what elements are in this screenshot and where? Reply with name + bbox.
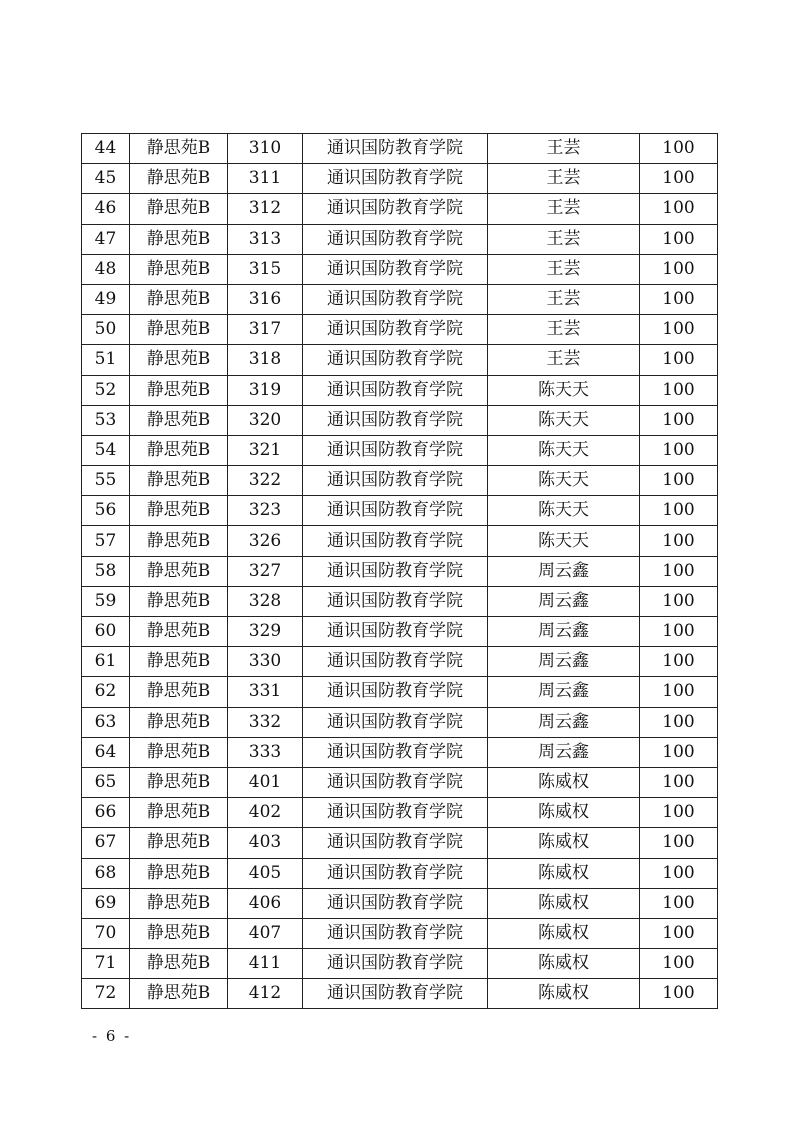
row-index-cell: 67 [82, 828, 130, 858]
page-number: - 6 - [92, 1027, 132, 1045]
college-cell: 通识国防教育学院 [303, 979, 488, 1009]
college-cell: 通识国防教育学院 [303, 496, 488, 526]
room-number-cell: 403 [228, 828, 303, 858]
table-row [82, 888, 718, 918]
building-cell: 静思苑B [130, 767, 228, 797]
score-cell: 100 [640, 858, 718, 888]
table-row [82, 798, 718, 828]
counselor-cell: 陈威权 [488, 858, 640, 888]
table-row [82, 345, 718, 375]
table-row [82, 556, 718, 586]
room-number-cell: 315 [228, 254, 303, 284]
table-row [82, 918, 718, 948]
building-cell: 静思苑B [130, 617, 228, 647]
room-number-cell: 321 [228, 435, 303, 465]
table-row [82, 254, 718, 284]
counselor-cell: 王芸 [488, 315, 640, 345]
table-row [82, 767, 718, 797]
room-number-cell: 407 [228, 918, 303, 948]
counselor-cell: 周云鑫 [488, 556, 640, 586]
row-index-cell: 56 [82, 496, 130, 526]
college-cell: 通识国防教育学院 [303, 164, 488, 194]
counselor-cell: 陈威权 [488, 767, 640, 797]
table-row [82, 707, 718, 737]
row-index-cell: 58 [82, 556, 130, 586]
score-cell: 100 [640, 677, 718, 707]
score-cell: 100 [640, 284, 718, 314]
score-cell: 100 [640, 767, 718, 797]
building-cell: 静思苑B [130, 435, 228, 465]
row-index-cell: 49 [82, 284, 130, 314]
row-index-cell: 59 [82, 586, 130, 616]
college-cell: 通识国防教育学院 [303, 315, 488, 345]
counselor-cell: 陈天天 [488, 375, 640, 405]
row-index-cell: 57 [82, 526, 130, 556]
counselor-cell: 陈威权 [488, 949, 640, 979]
table-row [82, 737, 718, 767]
score-cell: 100 [640, 647, 718, 677]
score-cell: 100 [640, 466, 718, 496]
table-row [82, 647, 718, 677]
college-cell: 通识国防教育学院 [303, 767, 488, 797]
counselor-cell: 陈天天 [488, 466, 640, 496]
college-cell: 通识国防教育学院 [303, 677, 488, 707]
table-row [82, 586, 718, 616]
counselor-cell: 王芸 [488, 345, 640, 375]
building-cell: 静思苑B [130, 345, 228, 375]
score-cell: 100 [640, 586, 718, 616]
counselor-cell: 周云鑫 [488, 586, 640, 616]
table-row [82, 435, 718, 465]
building-cell: 静思苑B [130, 677, 228, 707]
counselor-cell: 周云鑫 [488, 677, 640, 707]
college-cell: 通识国防教育学院 [303, 918, 488, 948]
score-cell: 100 [640, 918, 718, 948]
college-cell: 通识国防教育学院 [303, 888, 488, 918]
counselor-cell: 周云鑫 [488, 647, 640, 677]
row-index-cell: 47 [82, 224, 130, 254]
row-index-cell: 72 [82, 979, 130, 1009]
table-row [82, 496, 718, 526]
table-row [82, 164, 718, 194]
building-cell: 静思苑B [130, 979, 228, 1009]
row-index-cell: 61 [82, 647, 130, 677]
counselor-cell: 王芸 [488, 284, 640, 314]
room-number-cell: 401 [228, 767, 303, 797]
row-index-cell: 53 [82, 405, 130, 435]
building-cell: 静思苑B [130, 254, 228, 284]
counselor-cell: 陈威权 [488, 828, 640, 858]
room-number-cell: 331 [228, 677, 303, 707]
table-row [82, 315, 718, 345]
counselor-cell: 王芸 [488, 164, 640, 194]
score-cell: 100 [640, 164, 718, 194]
college-cell: 通识国防教育学院 [303, 375, 488, 405]
table-row [82, 979, 718, 1009]
building-cell: 静思苑B [130, 134, 228, 164]
room-number-cell: 313 [228, 224, 303, 254]
row-index-cell: 63 [82, 707, 130, 737]
room-number-cell: 323 [228, 496, 303, 526]
row-index-cell: 51 [82, 345, 130, 375]
college-cell: 通识国防教育学院 [303, 737, 488, 767]
score-cell: 100 [640, 888, 718, 918]
row-index-cell: 55 [82, 466, 130, 496]
college-cell: 通识国防教育学院 [303, 828, 488, 858]
counselor-cell: 王芸 [488, 254, 640, 284]
row-index-cell: 66 [82, 798, 130, 828]
room-number-cell: 330 [228, 647, 303, 677]
counselor-cell: 陈威权 [488, 888, 640, 918]
row-index-cell: 71 [82, 949, 130, 979]
college-cell: 通识国防教育学院 [303, 284, 488, 314]
table-row [82, 617, 718, 647]
college-cell: 通识国防教育学院 [303, 707, 488, 737]
room-number-cell: 319 [228, 375, 303, 405]
counselor-cell: 王芸 [488, 194, 640, 224]
counselor-cell: 周云鑫 [488, 737, 640, 767]
college-cell: 通识国防教育学院 [303, 405, 488, 435]
room-number-cell: 310 [228, 134, 303, 164]
score-cell: 100 [640, 798, 718, 828]
score-cell: 100 [640, 435, 718, 465]
building-cell: 静思苑B [130, 798, 228, 828]
score-cell: 100 [640, 949, 718, 979]
room-number-cell: 402 [228, 798, 303, 828]
row-index-cell: 52 [82, 375, 130, 405]
row-index-cell: 65 [82, 767, 130, 797]
building-cell: 静思苑B [130, 888, 228, 918]
building-cell: 静思苑B [130, 164, 228, 194]
room-number-cell: 317 [228, 315, 303, 345]
table-row [82, 949, 718, 979]
building-cell: 静思苑B [130, 375, 228, 405]
room-number-cell: 311 [228, 164, 303, 194]
score-cell: 100 [640, 315, 718, 345]
building-cell: 静思苑B [130, 556, 228, 586]
building-cell: 静思苑B [130, 405, 228, 435]
row-index-cell: 70 [82, 918, 130, 948]
building-cell: 静思苑B [130, 828, 228, 858]
row-index-cell: 60 [82, 617, 130, 647]
building-cell: 静思苑B [130, 918, 228, 948]
building-cell: 静思苑B [130, 466, 228, 496]
room-number-cell: 329 [228, 617, 303, 647]
building-cell: 静思苑B [130, 858, 228, 888]
room-number-cell: 322 [228, 466, 303, 496]
building-cell: 静思苑B [130, 586, 228, 616]
college-cell: 通识国防教育学院 [303, 345, 488, 375]
counselor-cell: 周云鑫 [488, 617, 640, 647]
row-index-cell: 50 [82, 315, 130, 345]
row-index-cell: 46 [82, 194, 130, 224]
college-cell: 通识国防教育学院 [303, 194, 488, 224]
room-number-cell: 405 [228, 858, 303, 888]
room-number-cell: 326 [228, 526, 303, 556]
college-cell: 通识国防教育学院 [303, 466, 488, 496]
table-row [82, 858, 718, 888]
building-cell: 静思苑B [130, 647, 228, 677]
table-row [82, 526, 718, 556]
score-cell: 100 [640, 737, 718, 767]
college-cell: 通识国防教育学院 [303, 586, 488, 616]
score-cell: 100 [640, 526, 718, 556]
score-cell: 100 [640, 375, 718, 405]
row-index-cell: 45 [82, 164, 130, 194]
table-row [82, 224, 718, 254]
college-cell: 通识国防教育学院 [303, 647, 488, 677]
table-row [82, 828, 718, 858]
counselor-cell: 陈威权 [488, 918, 640, 948]
row-index-cell: 62 [82, 677, 130, 707]
room-number-cell: 332 [228, 707, 303, 737]
room-number-cell: 318 [228, 345, 303, 375]
score-cell: 100 [640, 979, 718, 1009]
table-row [82, 194, 718, 224]
college-cell: 通识国防教育学院 [303, 435, 488, 465]
score-cell: 100 [640, 556, 718, 586]
room-number-cell: 333 [228, 737, 303, 767]
counselor-cell: 周云鑫 [488, 707, 640, 737]
table-row [82, 284, 718, 314]
college-cell: 通识国防教育学院 [303, 254, 488, 284]
score-cell: 100 [640, 224, 718, 254]
table-row [82, 405, 718, 435]
building-cell: 静思苑B [130, 315, 228, 345]
counselor-cell: 王芸 [488, 224, 640, 254]
score-cell: 100 [640, 405, 718, 435]
college-cell: 通识国防教育学院 [303, 798, 488, 828]
row-index-cell: 68 [82, 858, 130, 888]
college-cell: 通识国防教育学院 [303, 617, 488, 647]
row-index-cell: 54 [82, 435, 130, 465]
college-cell: 通识国防教育学院 [303, 526, 488, 556]
score-cell: 100 [640, 617, 718, 647]
counselor-cell: 陈威权 [488, 798, 640, 828]
table-row [82, 375, 718, 405]
room-number-cell: 327 [228, 556, 303, 586]
counselor-cell: 陈威权 [488, 979, 640, 1009]
row-index-cell: 69 [82, 888, 130, 918]
college-cell: 通识国防教育学院 [303, 858, 488, 888]
score-cell: 100 [640, 707, 718, 737]
room-number-cell: 328 [228, 586, 303, 616]
room-number-cell: 316 [228, 284, 303, 314]
row-index-cell: 44 [82, 134, 130, 164]
room-number-cell: 312 [228, 194, 303, 224]
score-cell: 100 [640, 254, 718, 284]
counselor-cell: 陈天天 [488, 496, 640, 526]
room-number-cell: 320 [228, 405, 303, 435]
score-cell: 100 [640, 828, 718, 858]
building-cell: 静思苑B [130, 526, 228, 556]
row-index-cell: 48 [82, 254, 130, 284]
college-cell: 通识国防教育学院 [303, 134, 488, 164]
table-row [82, 677, 718, 707]
building-cell: 静思苑B [130, 496, 228, 526]
building-cell: 静思苑B [130, 224, 228, 254]
table-row [82, 134, 718, 164]
dormitory-score-table [81, 133, 718, 1009]
table-body [82, 134, 718, 1009]
building-cell: 静思苑B [130, 284, 228, 314]
score-cell: 100 [640, 194, 718, 224]
room-number-cell: 412 [228, 979, 303, 1009]
counselor-cell: 陈天天 [488, 526, 640, 556]
room-number-cell: 411 [228, 949, 303, 979]
score-cell: 100 [640, 345, 718, 375]
building-cell: 静思苑B [130, 949, 228, 979]
college-cell: 通识国防教育学院 [303, 949, 488, 979]
counselor-cell: 陈天天 [488, 435, 640, 465]
row-index-cell: 64 [82, 737, 130, 767]
score-cell: 100 [640, 496, 718, 526]
table-row [82, 466, 718, 496]
counselor-cell: 陈天天 [488, 405, 640, 435]
counselor-cell: 王芸 [488, 134, 640, 164]
building-cell: 静思苑B [130, 194, 228, 224]
room-number-cell: 406 [228, 888, 303, 918]
building-cell: 静思苑B [130, 707, 228, 737]
score-cell: 100 [640, 134, 718, 164]
college-cell: 通识国防教育学院 [303, 556, 488, 586]
building-cell: 静思苑B [130, 737, 228, 767]
college-cell: 通识国防教育学院 [303, 224, 488, 254]
